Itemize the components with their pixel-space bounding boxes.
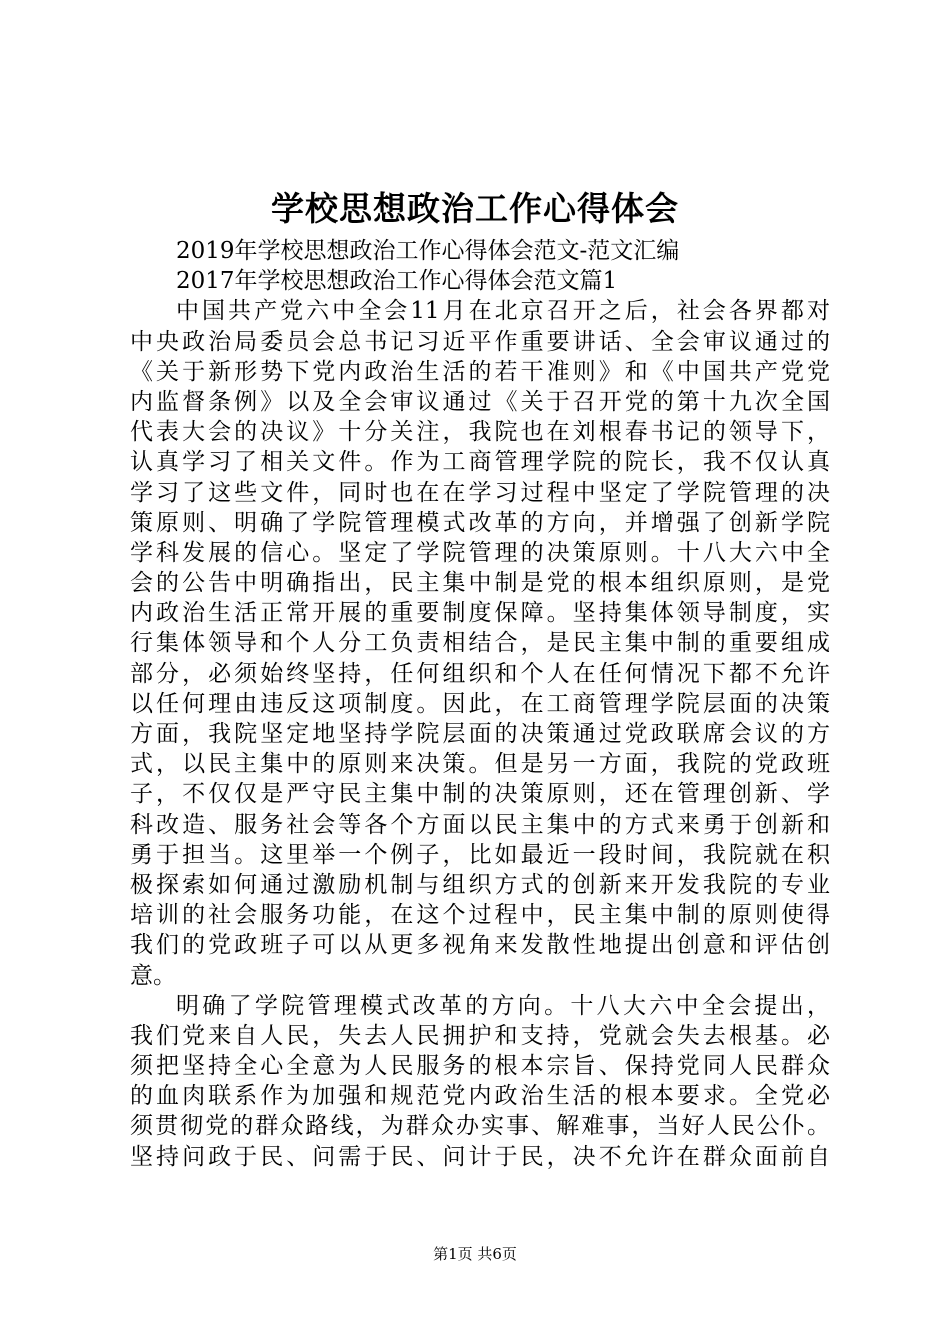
text-line: 的血肉联系作为加强和规范党内政治生活的根本要求。全党必 [130,1083,830,1110]
page-footer: 第1页 共6页 [433,1245,517,1263]
text-line: 须贯彻党的群众路线，为群众办实事、解难事，当好人民公仆。 [130,1113,830,1140]
text-line: 极探索如何通过激励机制与组织方式的创新来开发我院的专业 [130,871,830,898]
text-line: 我们的党政班子可以从更多视角来发散性地提出创意和评估创 [130,932,830,959]
text-line: 中央政治局委员会总书记习近平作重要讲话、全会审议通过的 [130,328,830,355]
text-line: 会的公告中明确指出，民主集中制是党的根本组织原则，是党 [130,570,830,597]
text-line: 式，以民主集中的原则来决策。但是另一方面，我院的党政班 [130,751,830,778]
text-line: 行集体领导和个人分工负责相结合，是民主集中制的重要组成 [130,630,830,657]
text-line: 坚持问政于民、问需于民、问计于民，决不允许在群众面前自 [130,1143,830,1170]
text-line: 策原则、明确了学院管理模式改革的方向，并增强了创新学院 [130,509,830,536]
text-line: 方面，我院坚定地坚持学院层面的决策通过党政联席会议的方 [130,721,830,747]
text-line: 意。 [130,962,176,989]
text-line: 《关于新形势下党内政治生活的若干准则》和《中国共产党党 [130,358,830,385]
document-title: 学校思想政治工作心得体会 [271,189,679,228]
text-line: 子，不仅仅是严守民主集中制的决策原则，还在管理创新、学 [130,781,830,808]
text-line: 培训的社会服务功能，在这个过程中，民主集中制的原则使得 [130,902,830,929]
text-line: 科改造、服务社会等各个方面以民主集中的方式来勇于创新和 [130,811,830,838]
text-line: 学习了这些文件，同时也在在学习过程中坚定了学院管理的决 [130,479,830,506]
text-line: 认真学习了相关文件。作为工商管理学院的院长，我不仅认真 [130,449,830,476]
text-line: 代表大会的决议》十分关注，我院也在刘根春书记的领导下， [130,419,830,446]
text-line: 我们党来自人民，失去人民拥护和支持，党就会失去根基。必 [130,1022,830,1049]
text-line: 2019年学校思想政治工作心得体会范文-范文汇编 [176,238,680,264]
text-line: 明确了学院管理模式改革的方向。十八大六中全会提出， [176,992,830,1019]
text-line: 以任何理由违反这项制度。因此，在工商管理学院层面的决策 [130,690,830,717]
text-line: 2017年学校思想政治工作心得体会范文篇1 [176,268,618,295]
text-line: 中国共产党六中全会11月在北京召开之后，社会各界都对 [176,298,830,325]
text-line: 内监督条例》以及全会审议通过《关于召开党的第十九次全国 [130,388,830,415]
text-line: 内政治生活正常开展的重要制度保障。坚持集体领导制度，实 [130,600,830,627]
text-line: 部分，必须始终坚持，任何组织和个人在任何情况下都不允许 [130,660,830,687]
text-line: 须把坚持全心全意为人民服务的根本宗旨、保持党同人民群众 [130,1053,830,1080]
text-line: 勇于担当。这里举一个例子，比如最近一段时间，我院就在积 [130,841,830,868]
text-line: 学科发展的信心。坚定了学院管理的决策原则。十八大六中全 [130,539,830,566]
document-body [130,236,830,1172]
